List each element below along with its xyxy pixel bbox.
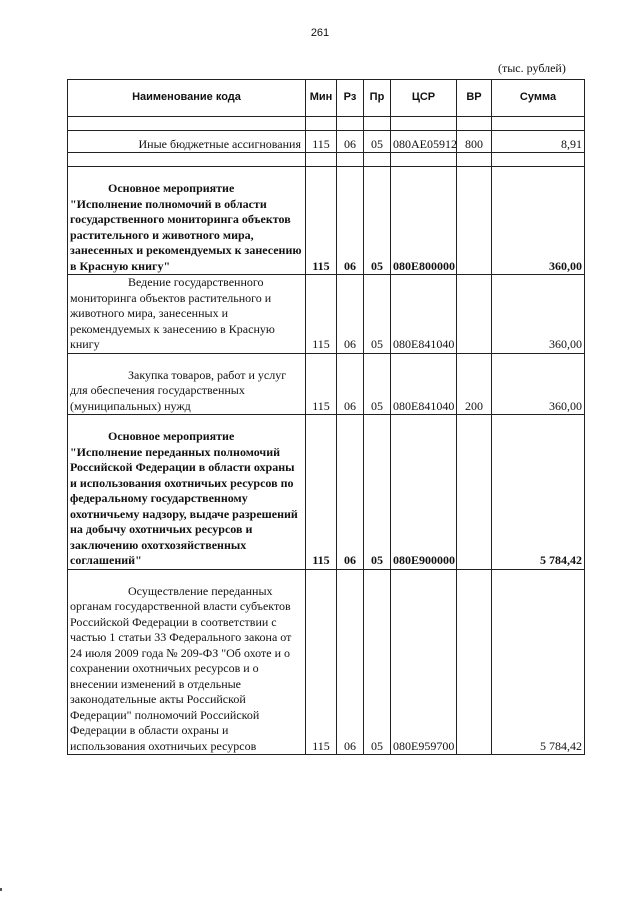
- row-rz: 06: [337, 353, 364, 415]
- row-pr: 05: [364, 131, 391, 153]
- row-vr: 200: [457, 353, 492, 415]
- row-name: Основное мероприятие "Исполнение переданных полномочий Российской Федерации в области охраны и использования охотничьих ресурсов по федеральному государственному охотничьему надзору, выдаче разрешений на добычу охотничьих ресурсов и заключению охотхозяйственных соглашений": [70, 429, 298, 567]
- units-label: (тыс. рублей): [498, 61, 566, 75]
- row-pr: 05: [364, 569, 391, 755]
- col-header-min: Мин: [306, 80, 337, 117]
- table-row: [68, 167, 585, 275]
- row-min: 115: [306, 353, 337, 415]
- row-min: 115: [306, 569, 337, 755]
- row-rz: 06: [337, 167, 364, 275]
- row-rz: 06: [337, 131, 364, 153]
- row-vr: 800: [457, 131, 492, 153]
- row-sum: 5 784,42: [492, 569, 585, 755]
- row-name: Закупка товаров, работ и услуг для обеспечения государственных (муниципальных) нужд: [70, 367, 287, 413]
- table-row: [68, 353, 585, 415]
- row-sum: 360,00: [492, 167, 585, 275]
- table-row: [68, 275, 585, 354]
- row-pr: 05: [364, 275, 391, 354]
- row-name: Основное мероприятие "Исполнение полномочий в области государственного мониторинга объектов растительного и животного мира, занесенных и рекомендуемых к занесению в Красную книгу": [70, 181, 302, 273]
- col-header-sum: Сумма: [492, 80, 585, 117]
- row-pr: 05: [364, 167, 391, 275]
- row-sum: 360,00: [492, 275, 585, 354]
- row-name: Иные бюджетные ассигнования: [68, 131, 306, 153]
- row-vr: [457, 167, 492, 275]
- col-header-vr: ВР: [457, 80, 492, 117]
- row-rz: 06: [337, 415, 364, 570]
- row-min: 115: [306, 167, 337, 275]
- row-csr: 080Е900000: [391, 415, 457, 570]
- scan-edge-mark: [0, 888, 2, 891]
- col-header-rz: Рз: [337, 80, 364, 117]
- row-rz: 06: [337, 275, 364, 354]
- col-header-pr: Пр: [364, 80, 391, 117]
- row-min: 115: [306, 131, 337, 153]
- row-csr: 080АЕ05912: [391, 131, 457, 153]
- table-header-row: [68, 80, 585, 117]
- row-csr: 080Е841040: [391, 353, 457, 415]
- row-csr: 080Е800000: [391, 167, 457, 275]
- table-row: [68, 131, 585, 153]
- col-header-csr: ЦСР: [391, 80, 457, 117]
- row-pr: 05: [364, 353, 391, 415]
- col-header-name: Наименование кода: [68, 80, 306, 117]
- table-row: [68, 569, 585, 755]
- row-pr: 05: [364, 415, 391, 570]
- spacer-row: [68, 117, 585, 131]
- row-rz: 06: [337, 569, 364, 755]
- row-sum: 360,00: [492, 353, 585, 415]
- row-vr: [457, 569, 492, 755]
- table-row: [68, 415, 585, 570]
- row-name: Осуществление переданных органам государственной власти субъектов Российской Федерации в соответствии с частью 1 статьи 33 Федерального закона от 24 июля 2009 года № 209-ФЗ "Об охоте и о сохранении охотничьих ресурсов и о внесении изменений в отдельные законодательные акты Российской Федерации" полномочий Российской Федерации в области охраны и использования охотничьих ресурсов: [70, 583, 292, 753]
- budget-table: [67, 79, 585, 755]
- page-number: 261: [310, 27, 330, 39]
- row-min: 115: [306, 275, 337, 354]
- row-sum: 5 784,42: [492, 415, 585, 570]
- row-vr: [457, 415, 492, 570]
- row-csr: 080Е959700: [391, 569, 457, 755]
- row-vr: [457, 275, 492, 354]
- row-sum: 8,91: [492, 131, 585, 153]
- spacer-row: [68, 153, 585, 167]
- row-min: 115: [306, 415, 337, 570]
- row-csr: 080Е841040: [391, 275, 457, 354]
- row-name: Ведение государственного мониторинга объектов растительного и животного мира, занесенных и рекомендуемых к занесению в Красную книгу: [70, 275, 275, 351]
